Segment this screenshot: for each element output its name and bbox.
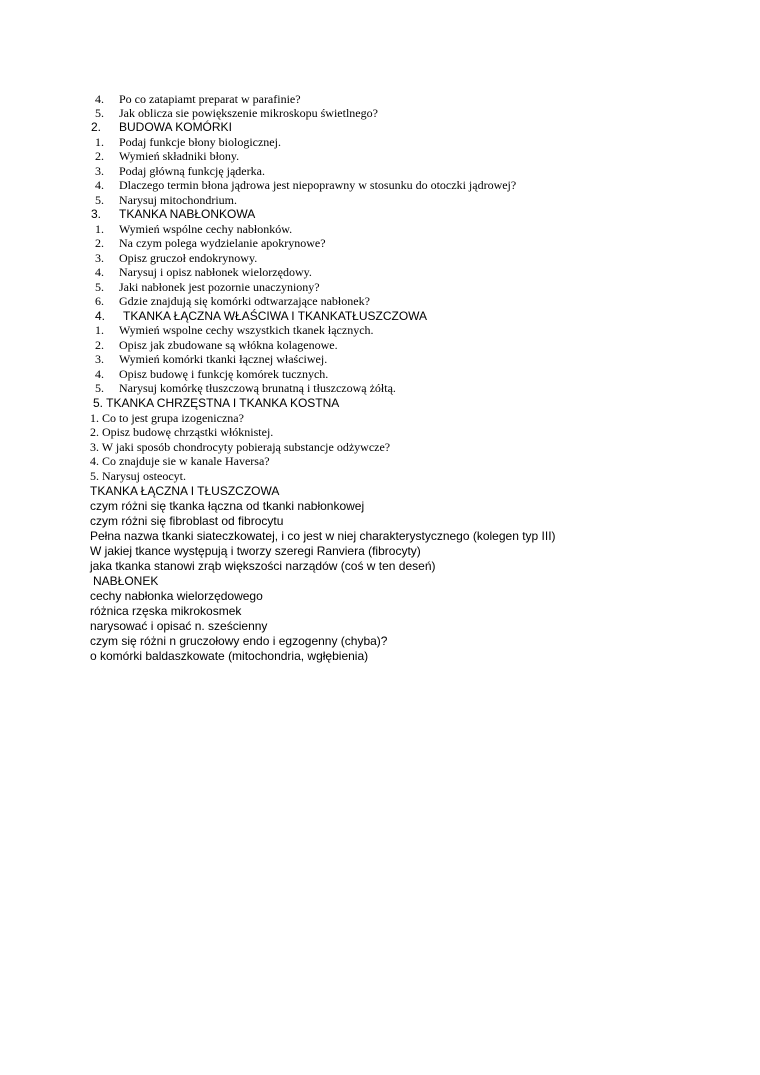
item-number: 2. <box>95 236 104 250</box>
item-text: 3. W jaki sposób chondrocyty pobierają substancje odżywcze? <box>90 440 391 454</box>
item-number: 1. <box>95 222 104 236</box>
item-text: Podaj funkcje błony biologicznej. <box>119 135 281 149</box>
item-text: Opisz gruczoł endokrynowy. <box>119 251 258 265</box>
note-text: W jakiej tkance występują i tworzy szeregi Ranviera (fibrocyty) <box>90 544 421 558</box>
item-number: 5. <box>95 106 104 120</box>
section-title: TKANKA ŁĄCZNA WŁAŚCIWA I TKANKATŁUSZCZOWA <box>123 309 428 323</box>
item-number: 2. <box>95 338 104 352</box>
section-number: 4. <box>95 309 106 323</box>
item-text: Jak oblicza sie powiększenie mikroskopu świetlnego? <box>119 106 378 120</box>
item-number: 1. <box>95 323 104 337</box>
item-text: Narysuj i opisz nabłonek wielorzędowy. <box>119 265 312 279</box>
note-text: Pełna nazwa tkanki siateczkowatej, i co jest w niej charakterystycznego (kolegen typ III) <box>90 529 556 543</box>
section-title: NABŁONEK <box>93 574 159 588</box>
item-text: Opisz jak zbudowane są włókna kolagenowe. <box>119 338 338 352</box>
item-number: 5. <box>95 193 104 207</box>
note-text: czym różni się fibroblast od fibrocytu <box>90 514 284 528</box>
note-text: o komórki baldaszkowate (mitochondria, wgłębienia) <box>90 649 369 663</box>
item-text: 2. Opisz budowę chrząstki włóknistej. <box>90 425 274 439</box>
section-title: TKANKA NABŁONKOWA <box>119 207 256 221</box>
item-number: 4. <box>95 92 104 106</box>
item-number: 6. <box>95 294 104 308</box>
item-text: Gdzie znajdują się komórki odtwarzające nabłonek? <box>119 294 370 308</box>
item-number: 5. <box>95 280 104 294</box>
section-title: TKANKA ŁĄCZNA I TŁUSZCZOWA <box>90 484 280 498</box>
item-number: 4. <box>95 178 104 192</box>
item-text: Podaj główną funkcję jąderka. <box>119 164 265 178</box>
item-text: Narysuj mitochondrium. <box>119 193 237 207</box>
note-text: czym się różni n gruczołowy endo i egzogenny (chyba)? <box>90 634 388 648</box>
item-number: 3. <box>95 164 104 178</box>
item-text: 5. Narysuj osteocyt. <box>90 469 186 483</box>
section-number: 3. <box>91 207 102 221</box>
item-text: Jaki nabłonek jest pozornie unaczyniony? <box>119 280 320 294</box>
section-number: 2. <box>91 120 102 134</box>
note-text: różnica rzęska mikrokosmek <box>90 604 242 618</box>
note-text: narysować i opisać n. sześcienny <box>90 619 268 633</box>
note-text: jaka tkanka stanowi zrąb większości narządów (coś w ten deseń) <box>90 559 436 573</box>
item-text: Narysuj komórkę tłuszczową brunatną i tłuszczową żółtą. <box>119 381 396 395</box>
item-text: Dlaczego termin błona jądrowa jest niepoprawny w stosunku do otoczki jądrowej? <box>119 178 517 192</box>
section-title: BUDOWA KOMÓRKI <box>119 120 232 134</box>
item-text: 4. Co znajduje sie w kanale Haversa? <box>90 454 270 468</box>
item-number: 3. <box>95 352 104 366</box>
item-text: Wymień wspolne cechy wszystkich tkanek łącznych. <box>119 323 374 337</box>
note-text: cechy nabłonka wielorzędowego <box>90 589 263 603</box>
item-number: 2. <box>95 149 104 163</box>
item-number: 4. <box>95 265 104 279</box>
item-number: 5. <box>95 381 104 395</box>
item-text: Po co zatapiamt preparat w parafinie? <box>119 92 301 106</box>
item-number: 1. <box>95 135 104 149</box>
item-text: 1. Co to jest grupa izogeniczna? <box>90 411 244 425</box>
section-title: 5. TKANKA CHRZĘSTNA I TKANKA KOSTNA <box>93 396 340 410</box>
item-text: Wymień wspólne cechy nabłonków. <box>119 222 293 236</box>
note-text: czym różni się tkanka łączna od tkanki nabłonkowej <box>90 499 365 513</box>
item-text: Wymień składniki błony. <box>119 149 240 163</box>
item-number: 4. <box>95 367 104 381</box>
item-text: Na czym polega wydzielanie apokrynowe? <box>119 236 326 250</box>
item-number: 3. <box>95 251 104 265</box>
item-text: Opisz budowę i funkcję komórek tucznych. <box>119 367 329 381</box>
item-text: Wymień komórki tkanki łącznej właściwej. <box>119 352 328 366</box>
